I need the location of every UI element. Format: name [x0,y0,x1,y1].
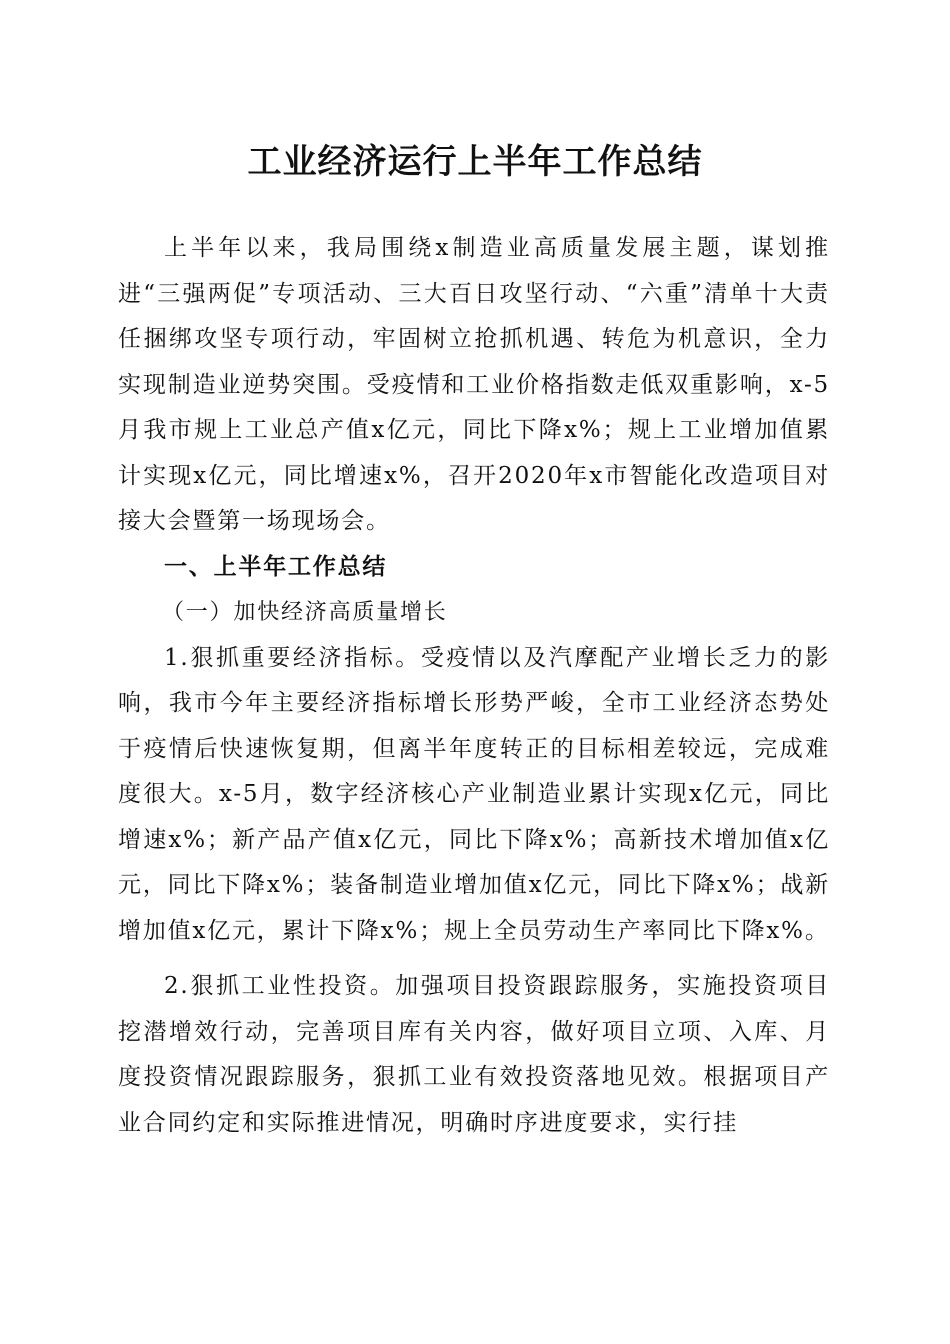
intro-paragraph: 上半年以来，我局围绕x制造业高质量发展主题，谋划推进“三强两促”专项活动、三大百日攻坚行动、“六重”清单十大责任捆绑攻坚专项行动，牢固树立抢抓机遇、转危为机意识，全力实现制造业逆势突围。受疫情和工业价格指数走低双重影响，x-5月我市规上工业总产值x亿元，同比下降x%；规上工业增加值累计实现x亿元，同比增速x%，召开2020年x市智能化改造项目对接大会暨第一场现场会。 [118,235,830,534]
document-body [118,226,830,1146]
item-paragraph-2: 2.狠抓工业性投资。加强项目投资跟踪服务，实施投资项目挖潜增效行动，完善项目库有关内容，做好项目立项、入库、月度投资情况跟踪服务，狠抓工业有效投资落地见效。根据项目产业合同约定和实际推进情况，明确时序进度要求，实行挂 [118,973,830,1136]
item-paragraph-1: 1.狠抓重要经济指标。受疫情以及汽摩配产业增长乏力的影响，我市今年主要经济指标增长形势严峻，全市工业经济态势处于疫情后快速恢复期，但离半年度转正的目标相差较远，完成难度很大。x-5月，数字经济核心产业制造业累计实现x亿元，同比增速x%；新产品产值x亿元，同比下降x%；高新技术增加值x亿元，同比下降x%；装备制造业增加值x亿元，同比下降x%；战新增加值x亿元，累计下降x%；规上全员劳动生产率同比下降x%。 [118,644,830,944]
section-heading: 一、上半年工作总结 [164,553,388,580]
subsection-heading: （一）加快经济高质量增长 [162,600,448,625]
document-title: 工业经济运行上半年工作总结 [247,142,703,182]
